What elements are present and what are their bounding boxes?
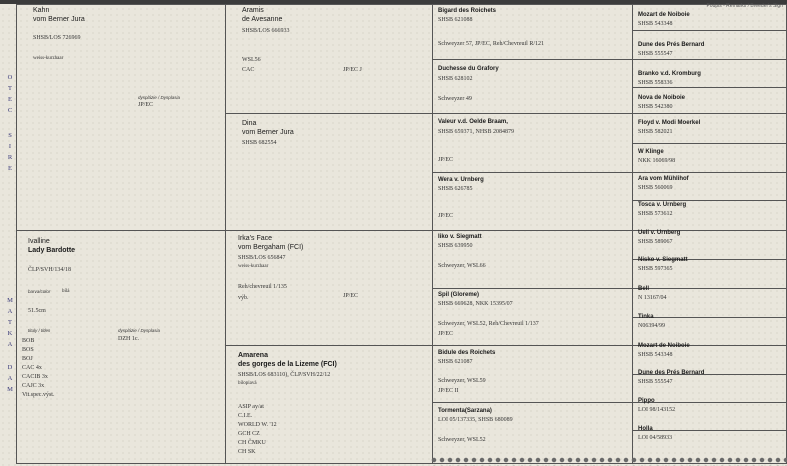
dd-color: bílopiavá xyxy=(238,381,257,386)
sire-hd: JP/EC xyxy=(138,102,154,108)
g4-reg: SHSB 597365 xyxy=(638,266,673,272)
g4-reg: SHSB 560069 xyxy=(638,185,673,191)
g4-name: Nisko v. Siegmatt xyxy=(638,257,688,263)
ds-extra: výb. xyxy=(238,295,249,301)
sds-name: Valeur v.d. Oelde Braam, xyxy=(438,119,508,125)
g4-reg: SHSB 543348 xyxy=(638,21,673,27)
sds-reg: SHSB 659371, NHSB 2084879 xyxy=(438,129,515,135)
g4-name: Tosca v. Urnberg xyxy=(638,202,687,208)
dam-titles: BOB BOS BOJ CAC 4x CACIB 3x CAJC 3x Vit.spec.výst. xyxy=(22,338,55,398)
row-divider-g4 xyxy=(632,143,787,144)
decorative-border xyxy=(430,456,787,466)
g4-reg: NKK 16069/98 xyxy=(638,158,676,164)
g4-name: Ara vom Mühlihof xyxy=(638,176,689,182)
g4-name: Bell xyxy=(638,286,650,292)
g4-name: Pippo xyxy=(638,398,655,404)
g4-name: Branko v.d. Kromburg xyxy=(638,71,701,77)
sss-note: Schweyzer 57, JP/EC, Reh/Chevreuil R/121 xyxy=(438,41,544,47)
g4-name: Mozart de Noiboie xyxy=(638,343,690,349)
g4-reg: N06394/99 xyxy=(638,323,665,329)
ss-color: WSL56 xyxy=(242,57,261,63)
g4-reg: LOI 04/58933 xyxy=(638,435,673,441)
sire-dysplasia-label: dysplázie / Dysplasia xyxy=(138,95,181,100)
dam-reg: ČLP/SVH/134/18 xyxy=(28,267,72,273)
ss-kennel: de Avesanne xyxy=(242,16,283,23)
row-divider-g3-4 xyxy=(432,402,787,403)
row-divider-g4 xyxy=(632,430,787,431)
dsd-hd: JP/EC xyxy=(438,331,454,337)
g4-reg: SHSB 543348 xyxy=(638,352,673,358)
g4-name: Dune des Prés Bernard xyxy=(638,370,705,376)
sire-name: Kahn xyxy=(33,7,50,14)
row-divider-g3-3 xyxy=(432,288,787,289)
sd-kennel: vom Berner Jura xyxy=(242,129,294,136)
col-divider-3 xyxy=(632,4,633,464)
dd-reg: SHSB/LOS 683110), ČLP/SVH/22/12 xyxy=(238,372,331,378)
ds-name: Irka's Face xyxy=(238,235,273,242)
ddd-reg: LOI 05/137335, SHSB 680089 xyxy=(438,417,513,423)
g4-reg: SHSB 558336 xyxy=(638,80,673,86)
dam-titles-label: tituly / titles xyxy=(28,328,51,333)
sire-reg: SHSB/LOS 726969 xyxy=(33,35,81,41)
dd-titles: ASIP ay/at C.I.E. WORLD W. '12 GCH CZ CH ČMKU CH SK xyxy=(238,404,277,455)
dds-name: Bidule des Roichets xyxy=(438,350,496,356)
row-divider-g3-1 xyxy=(432,59,787,60)
row-divider-g4 xyxy=(632,317,787,318)
g4-reg: LOI 98/143152 xyxy=(638,407,676,413)
g4-reg: SHSB 589067 xyxy=(638,239,673,245)
g4-name: Dune des Prés Bernard xyxy=(638,42,705,48)
sd-reg: SHSB 682554 xyxy=(242,140,277,146)
g4-name: Ueli v. Urnberg xyxy=(638,230,681,236)
row-divider-g2-1 xyxy=(225,113,787,114)
sdd-name: Wera v. Urnberg xyxy=(438,177,484,183)
sd-name: Dina xyxy=(242,120,257,127)
row-divider-g3-2 xyxy=(432,172,787,173)
ds-reg: SHSB/LOS 656847 xyxy=(238,255,286,261)
side-label-sire: S I R E xyxy=(7,132,13,172)
ssd-name: Duchesse du Grafory xyxy=(438,66,499,72)
dd-kennel: des gorges de la Lizeme (FCI) xyxy=(238,361,337,368)
dam-hd: DZH 1c. xyxy=(118,336,139,342)
dam-size: 51.5cm xyxy=(28,308,46,314)
dam-dysplasia-label: dysplázie / Dysplasia xyxy=(118,328,161,333)
side-label-matka: M A T K A xyxy=(7,297,13,348)
sdd-note: JP/EC xyxy=(438,213,454,219)
sss-name: Bigard des Roichets xyxy=(438,8,497,14)
row-divider-g2-2 xyxy=(225,345,787,346)
col-divider-2 xyxy=(432,4,433,464)
ddd-note: Schweyzer, WSL52 xyxy=(438,437,486,443)
g4-reg: SHSB 542380 xyxy=(638,104,673,110)
g4-reg: SHSB 555547 xyxy=(638,379,673,385)
ssd-note: Schweyzer 49 xyxy=(438,96,472,102)
sdd-reg: SHSB 626785 xyxy=(438,186,473,192)
ss-reg: SHSB/LOS 666933 xyxy=(242,28,290,34)
ss-name: Aramis xyxy=(242,7,264,14)
ssd-reg: SHSB 628102 xyxy=(438,76,473,82)
g4-name: Floyd v. Modi Moerkel xyxy=(638,120,701,126)
dds-hd: JP/EC II xyxy=(438,388,459,394)
g4-reg: SHSB 555547 xyxy=(638,51,673,57)
g4-reg: N 13167/04 xyxy=(638,295,667,301)
ss-hd: JP/EC J xyxy=(343,67,362,73)
header-info: Podpis - Remarks / Breeder's Sign xyxy=(706,3,783,9)
side-label-otec: O T E C xyxy=(7,74,13,114)
ds-kennel: vom Bergaham (FCI) xyxy=(238,244,304,251)
ss-titles: CAC xyxy=(242,67,255,73)
dds-reg: SHSB 621087 xyxy=(438,359,473,365)
row-divider-g4 xyxy=(632,200,787,201)
g4-name: W Klinge xyxy=(638,149,664,155)
sire-color: weiss-kurzhaar xyxy=(33,56,64,61)
row-divider-g4 xyxy=(632,87,787,88)
dss-note: Schweyzer, WSL66 xyxy=(438,263,486,269)
dd-name: Amarena xyxy=(238,352,268,359)
side-label-dam: D A M xyxy=(7,364,13,393)
sds-note: JP/EC xyxy=(438,157,454,163)
dsd-name: Spil (Gloreme) xyxy=(438,292,480,298)
dam-name: Ivalline xyxy=(28,238,50,245)
g4-reg: SHSB 582021 xyxy=(638,129,673,135)
sss-reg: SHSB 621088 xyxy=(438,17,473,23)
dam-kennel: Lady Bardotte xyxy=(28,247,76,254)
dsd-note: Schweyzer, WSL52, Reh/Chevreuil 1/137 xyxy=(438,321,539,327)
g4-name: Mozart de Noiboie xyxy=(638,12,690,18)
ds-color: weiss-kurzhaar xyxy=(238,264,269,269)
row-divider-g4 xyxy=(632,30,787,31)
dds-note: Schweyzer, WSL59 xyxy=(438,378,486,384)
dam-color: bílá xyxy=(62,289,70,294)
sire-kennel: vom Berner Jura xyxy=(33,16,85,23)
g4-name: Nova de Noiboie xyxy=(638,95,686,101)
g4-reg: SHSB 573612 xyxy=(638,211,673,217)
ds-hd: JP/EC xyxy=(343,293,359,299)
ds-note: Reh/chevreuil 1/135 xyxy=(238,284,287,290)
ddd-name: Tormenta(Sarzana) xyxy=(438,408,492,414)
g4-name: Tinka xyxy=(638,314,654,320)
dss-reg: SHSB 639950 xyxy=(438,243,473,249)
g4-name: Holla xyxy=(638,426,653,432)
dam-color-label: barva/color xyxy=(28,289,51,294)
dsd-reg: SHSB 669628, NKK 15395/07 xyxy=(438,301,513,307)
col-divider-1 xyxy=(225,4,226,464)
dss-name: Iiko v. Siegmatt xyxy=(438,234,482,240)
